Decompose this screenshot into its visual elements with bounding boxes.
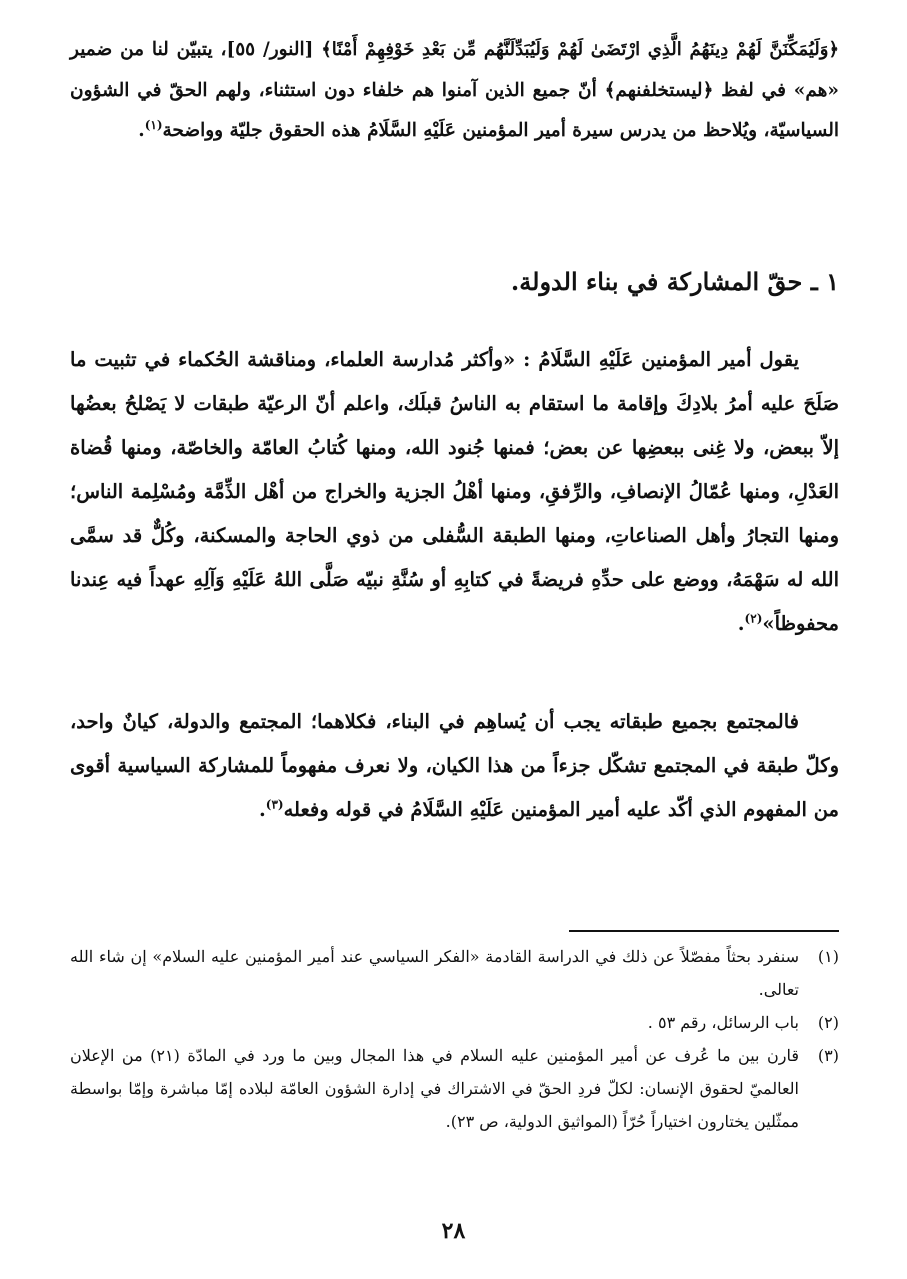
footnote-number: (١) [817, 947, 839, 966]
quran-reference: [النور/ ٥٥]، [212, 39, 322, 60]
body-end: . [258, 798, 266, 821]
intro-paragraph [70, 30, 839, 152]
footnote-text: باب الرسائل، رقم ٥٣ . [647, 1013, 799, 1032]
quote-paragraph [70, 338, 839, 646]
footnote-divider [569, 930, 839, 932]
footnote-ref-2[interactable]: (٢) [744, 611, 763, 626]
footnotes [70, 940, 839, 1138]
footnote-text: قارن بين ما عُرف عن أمير المؤمنين عليه السلام في هذا المجال وبين ما ورد في المادّة (٢١) من الإعلان العالميّ لحقوق الإنسان: لكلّ فردِ الحقّ في الاشتراك في إدارة الشؤون العامّة لبلاده إمّا مباشرة وإمّا بواسطة ممثّلين يختارون اختياراً حُرّاً (المواثيق الدولية، ص ٢٣). [70, 1046, 800, 1131]
quran-verse: ﴿وَلَيُمَكِّنَنَّ لَهُمْ دِينَهُمُ الَّذِي ارْتَضَىٰ لَهُمْ وَلَيُبَدِّلَنَّهُم مِّن بَعْدِ خَوْفِهِمْ أَمْنًا﴾ [321, 39, 840, 60]
footnote-number: (٣) [817, 1046, 839, 1065]
intro-end: . [138, 120, 145, 141]
footnote-item [70, 1039, 839, 1138]
body-paragraph [70, 700, 839, 832]
intro-text: يتبيّن لنا من ضمير «هم» في لفظ ﴿ليستخلفنهم﴾ أنّ جميع الذين آمنوا هم خلفاء دون استثناء، ولهم الحقّ في الشؤون السياسيّة، ويُلاحظ من يدرس سيرة أمير المؤمنين عَلَيْهِ السَّلَامُ هذه الحقوق جليّة وواضحة [70, 39, 839, 141]
footnote-ref-3[interactable]: (٣) [265, 797, 284, 812]
body-text: فالمجتمع بجميع طبقاته يجب أن يُساهِم في البناء، فكلاهما؛ المجتمع والدولة، كيانٌ واحد، وكلّ طبقة في المجتمع تشكّل جزءاً من هذا الكيان، ولا نعرف مفهوماً للمشاركة السياسية أقوى من المفهوم الذي أكّد عليه أمير المؤمنين عَلَيْهِ السَّلَامُ في قوله وفعله [70, 710, 839, 821]
footnote-item [70, 1006, 839, 1039]
quote-lead: يقول أمير المؤمنين عَلَيْهِ السَّلَامُ : [515, 348, 799, 371]
footnote-ref-1[interactable]: (١) [144, 117, 163, 132]
quote-end: . [737, 612, 745, 635]
footnote-number: (٢) [817, 1013, 839, 1032]
quote-text: «وأكثر مُدارسة العلماء، ومناقشة الحُكماء في تثبيت ما صَلَحَ عليه أمرُ بلادِكَ وإقامة ما استقام به الناسُ قبلَك، واعلم أنّ الرعيّة طبقات لا يَصْلحُ بعضُها إلاّ ببعض، ولا غِنى ببعضِها عن بعض؛ فمنها جُنود الله، ومنها كُتابُ العامّة والخاصّة، ومنها قُضاة العَدْلِ، ومنها عُمّالُ الإنصافِ، والرِّفقِ، ومنها أهْلُ الجزية والخراج من أهْل الذِّمَّة ومُسْلِمة الناس؛ ومنها التجارُ وأهل الصناعاتِ، ومنها الطبقة السُّفلى من ذوي الحاجة والمسكنة، وكُلٌّ قد سمَّى الله له سَهْمَهُ، ووضع على حدِّهِ فريضةً في كتابِهِ أو سُنَّةِ نبيّه صَلَّى اللهُ عَلَيْهِ وَآلِهِ عهداً فيه عِندنا محفوظاً» [70, 348, 839, 635]
section-heading: ١ ـ حقّ المشاركة في بناء الدولة. [510, 267, 839, 296]
page-number: ٢٨ [441, 1218, 466, 1244]
footnote-text: سنفرد بحثاً مفصّلاً عن ذلك في الدراسة القادمة «الفكر السياسي عند أمير المؤمنين عليه السلام» إن شاء الله تعالى. [70, 947, 799, 999]
footnote-item [70, 940, 839, 1006]
